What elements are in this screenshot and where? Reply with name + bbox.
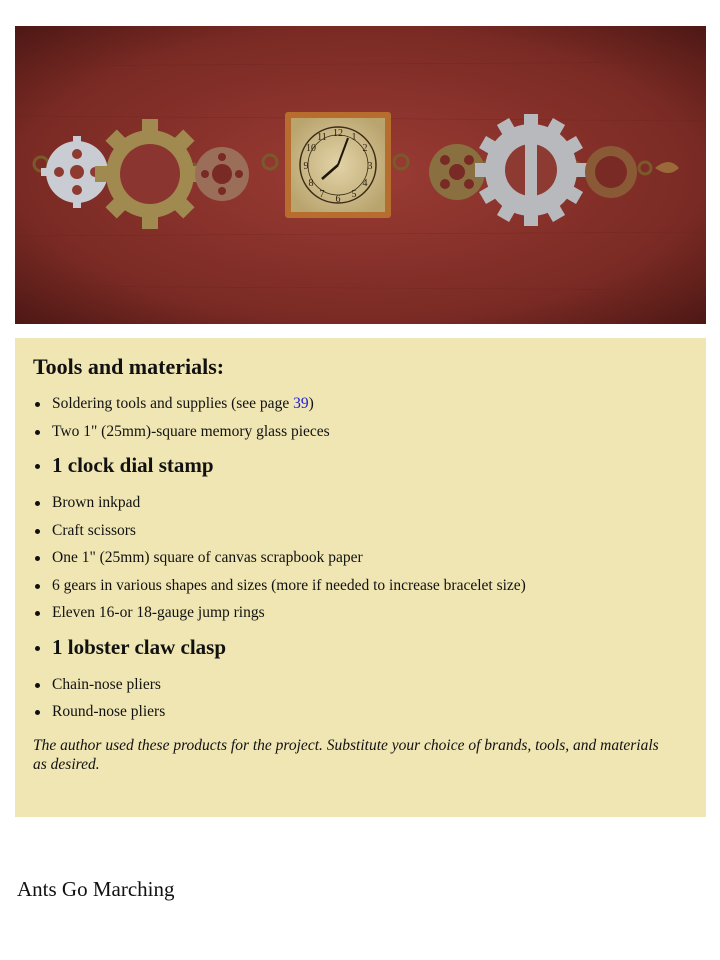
materials-note: The author used these products for the project. Substitute your choice of brands, tools, and materials as desired. [33,736,659,773]
list-item: Two 1" (25mm)-square memory glass pieces [33,418,688,446]
list-item: Craft scissors [33,517,688,545]
list-item: 1 lobster claw clasp [33,633,688,661]
clock-number: 7 [319,189,325,200]
list-item: 6 gears in various shapes and sizes (more if needed to increase bracelet size) [33,572,688,600]
hero-photo [15,26,706,324]
materials-heading: Tools and materials: [33,354,225,379]
list-item: 1 clock dial stamp [33,451,688,479]
clock-number: 4 [362,178,368,189]
clock-number: 5 [351,189,357,200]
list-item: Eleven 16-or 18-gauge jump rings [33,599,688,627]
next-section-title: Ants Go Marching [17,877,175,901]
list-item: Brown inkpad [33,489,688,517]
steampunk-gear-bracelet-photo-icon [15,26,706,324]
item-text: Soldering tools and supplies (see page [52,395,294,412]
page-link[interactable]: 39 [293,395,309,412]
list-item: Chain-nose pliers [33,671,688,699]
clock-number: 11 [317,132,327,143]
clock-number: 3 [367,161,373,172]
list-item [33,390,688,418]
tools-materials-box [15,338,706,817]
clock-number: 9 [303,161,309,172]
clock-number: 1 [351,132,357,143]
clock-number: 2 [362,143,368,154]
clock-number: 12 [333,128,343,139]
clock-number: 10 [306,143,316,154]
clock-number: 8 [308,178,314,189]
item-text-after: ) [308,395,314,412]
list-item: Round-nose pliers [33,698,688,726]
list-item: One 1" (25mm) square of canvas scrapbook paper [33,544,688,572]
clock-number: 6 [335,194,341,205]
